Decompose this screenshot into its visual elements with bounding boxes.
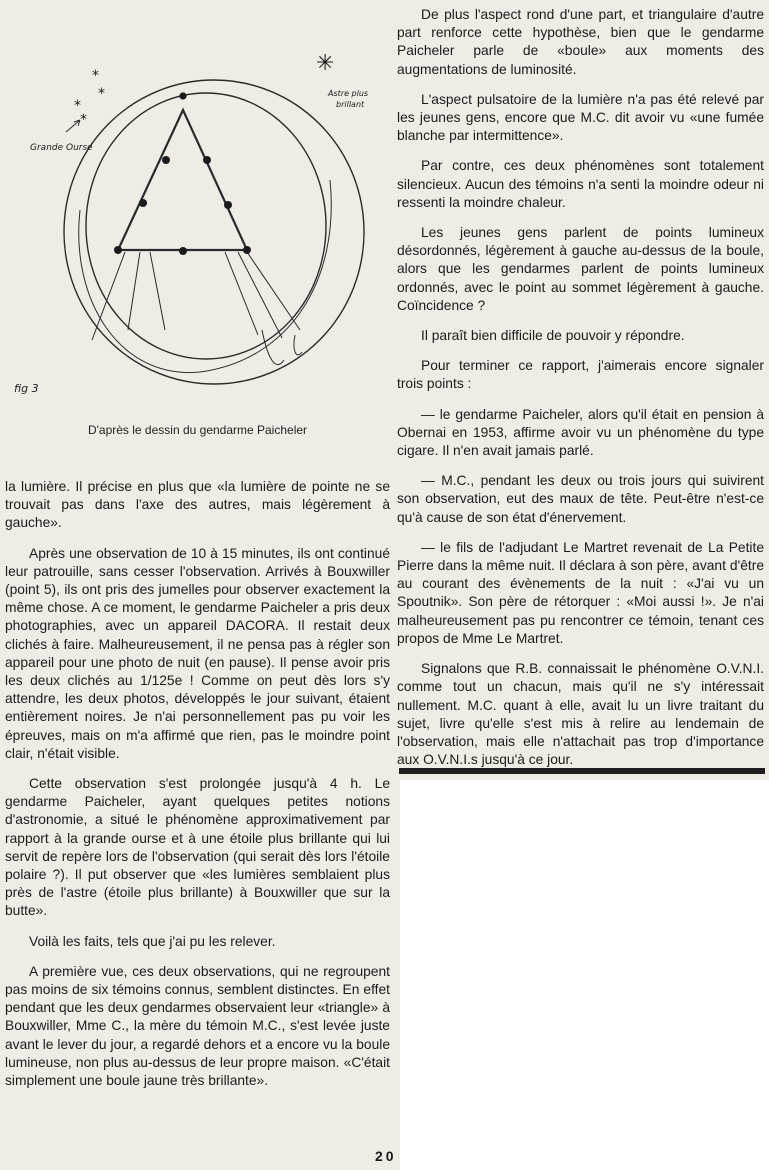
paragraph: Les jeunes gens parlent de points lumineux désordonnés, légèrement à gauche au-dessus de la boule, alors que les gendarmes parlent de points lumineux ordonnés, avec le point au sommet légèrement à gauche. Coïncidence ? (397, 225, 764, 313)
triangle-point (243, 246, 251, 254)
label-grande-ourse: Grande Ourse (30, 143, 93, 153)
paragraph: Signalons que R.B. connaissait le phénomène O.V.N.I. comme tout un chacun, mais qu'il ne s'y intéressait nullement. M.C. quant à elle, avait lu un livre traitant du sujet, livre qu'elle s'est mis à relire au lendemain de l'observation, mais elle n'attachait pas trop d'importance aux O.V.N.I.s jusqu'à ce jour. (397, 661, 764, 768)
star-icon: * (92, 68, 99, 84)
right-column (397, 6, 764, 781)
bright-star-icon: ✳ (316, 51, 335, 76)
figure-caption: D'après le dessin du gendarme Paicheler (87, 423, 308, 437)
paragraph: Pour terminer ce rapport, j'aimerais encore signaler trois points : (397, 358, 764, 392)
triangle-point (203, 156, 211, 164)
star-icon: * (80, 112, 87, 128)
sighting-drawing (0, 0, 395, 445)
triangle-point (139, 199, 147, 207)
paragraph: la lumière. Il précise en plus que «la lumière de pointe ne se trouvait pas dans l'axe des autres, mais légèrement à gauche». (5, 479, 390, 531)
beam-left (92, 252, 165, 340)
inner-circle (86, 93, 326, 359)
paragraph: L'aspect pulsatoire de la lumière n'a pas été relevé par les jeunes gens, encore que M.C. dit avoir vu «une fumée blanche par intermittence». (397, 91, 764, 144)
triangle-point (114, 246, 122, 254)
page-number: 20 (375, 1148, 397, 1164)
outer-circle (64, 80, 364, 384)
paragraph: — le fils de l'adjudant Le Martret revenait de La Petite Pierre dans la même nuit. Il déclara à son père, avant d'être au courant des évènements de la nuit : «J'ai vu un Spoutnik». Son père de rétorquer : «Moi aussi !». Je n'ai malheureusement pas pu rencontrer ce témoin, tenant ces propos de Mme Le Martret. (397, 539, 764, 646)
label-astre-line1: Astre plus (328, 89, 369, 98)
paragraph: Par contre, ces deux phénomènes sont totalement silencieux. Aucun des témoins n'a senti la moindre odeur ni ressenti la moindre chaleur. (397, 158, 764, 210)
top-point (179, 92, 186, 99)
paragraph: A première vue, ces deux observations, qui ne regroupent pas moins de six témoins connus, semblent distinctes. En effet pendant que les deux gendarmes observaient leur «triangle» à Bouxwiller, Mme C., la mère du témoin M.C., s'est levée juste avant le lever du jour, a regardé dehors et a encore vu la boule lumineuse, non plus au-dessus de leur propre maison. «C'était simplement une boule jaune très brillante». (5, 963, 390, 1089)
loop-stroke (79, 180, 332, 373)
label-fig: fig 3 (14, 382, 39, 395)
paragraph: — M.C., pendant les deux ou trois jours qui suivirent son observation, eut des maux de tête. Peut-être n'est-ce qu'à cause de son état d'énervement. (397, 473, 764, 525)
section-divider (399, 768, 765, 774)
blank-area (400, 780, 769, 1170)
label-astre-line2: brillant (336, 100, 365, 109)
drawing-svg (0, 0, 395, 445)
triangle-point (224, 201, 232, 209)
paragraph: Il paraît bien difficile de pouvoir y répondre. (421, 328, 685, 344)
beam-right (225, 252, 300, 338)
triangle (118, 110, 247, 250)
star-icon: * (74, 98, 81, 114)
paragraph: De plus l'aspect rond d'une part, et triangulaire d'autre part renforce cette hypothèse, bien que le gendarme Paicheler parle de «boule» aux moments des augmentations de luminosité. (397, 7, 764, 77)
triangle-point (162, 156, 170, 164)
arrow (66, 120, 80, 132)
paragraph: Voilà les faits, tels que j'ai pu les relever. (29, 933, 276, 949)
left-column (5, 478, 390, 1102)
triangle-point (179, 247, 187, 255)
paragraph: — le gendarme Paicheler, alors qu'il était en pension à Obernai en 1953, affirme avoir vu un phénomène du type cigare. Il n'en avait jamais parlé. (397, 406, 764, 459)
paragraph: Cette observation s'est prolongée jusqu'à 4 h. Le gendarme Paicheler, ayant quelques petites notions d'astronomie, a situé le phénomène approximativement par rapport à la grande ourse et à une étoile plus brillante qui lui servit de repère lors de l'observation (qui serait dès lors l'étoile polaire ?). Il put observer que «les lumières semblaient plus près de l'astre (étoile plus brillante) à Bouxwiller que sur la butte». (5, 776, 390, 919)
star-icon: * (98, 86, 105, 102)
paragraph: Après une observation de 10 à 15 minutes, ils ont continué leur patrouille, sans cesser l'observation. Arrivés à Bouxwiller (point 5), ils ont pris des jumelles pour observer exactement la même chose. A ce moment, le gendarme Paicheler a pris deux photographies, avec un appareil DACORA. Il restait deux clichés à faire. Malheureusement, il ne pensa pas à régler son appareil pour une photo de nuit (en pause). Il pense avoir pris les deux clichés au 1/125e ! Comme on peut dès lors s'y attendre, les deux photos, développés le jour suivant, étaient entièrement noires. Je n'ai personnellement pas pu voir les épreuves, mais on m'a affirmé que rien, pas le moindre point clair, n'était visible. (5, 545, 390, 761)
